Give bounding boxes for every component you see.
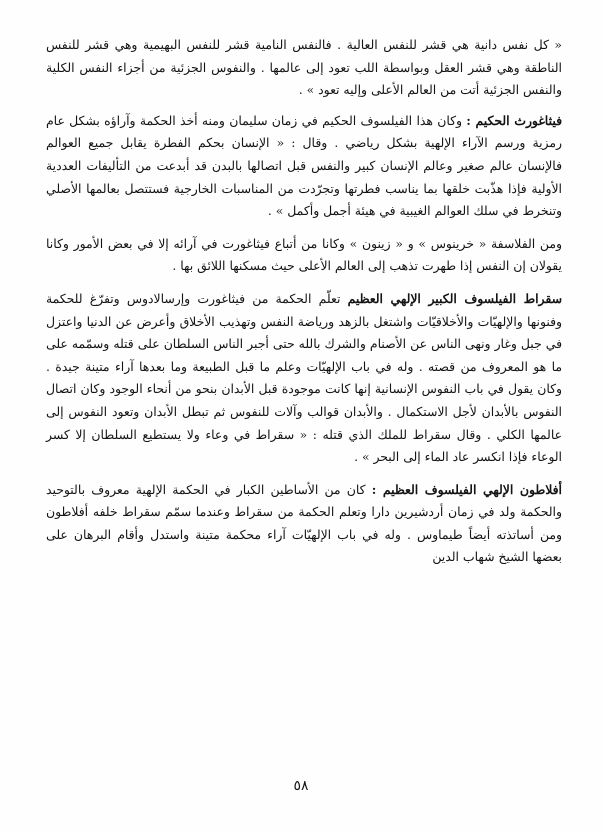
heading-pythagoras: فيثاغورث الحكيم : [466, 112, 562, 128]
paragraph-1-text: « كل نفس دانية هي قشر للنفس العالية . فالنفس النامية قشر للنفس البهيمية وهي قشر للنفس الناطقة وهي قشر العقل وبواسطة اللب تعود إلى عالمها . والنفوس الجزئية من أجزاء النفس الكلية والنفس الجزئية أتت من العالم الأعلى وإليه تعود » . [46, 37, 562, 98]
paragraph-pythagoras [46, 110, 562, 223]
heading-plato: أفلاطون الإلهي الفيلسوف العظيم : [371, 481, 562, 497]
paragraph-philosophers-text: ومن الفلاسفة « خرينوس » و « زينون » وكانا من أتباع فيثاغورت في آرائه إلا في بعض الأمور وكانا يقولان إن النفس إذا طهرت تذهب إلى العالم الأعلى حيث مسكنها اللائق بها . [46, 235, 562, 274]
paragraph-plato [46, 479, 562, 569]
paragraph-pythagoras-text: وكان هذا الفيلسوف الحكيم في زمان سليمان ومنه أخذ الحكمة وآراؤه بشكل عام رمزية ورسم الآراء الإلهية بشكل رياضي . وقال : « الإنسان بحكم الفطرة يقابل جميع العوالم فالإنسان عالم صغير وعالم الإنسان كبير والنفس قبل اتصالها بالبدن قد أبدعت من التأليفات العددية الأولية فإذا هذّبت خلقها بما يناسب فطرتها وتجرّدت من المناسبات الخارجية فستتصل بعالمها الأصلي وتنخرط في سلك العوالم الغيبية في هيئة أجمل وأكمل » . [46, 112, 562, 219]
paragraph-plato-text: كان من الأساطين الكبار في الحكمة الإلهية معروف بالتوحيد والحكمة ولد في زمان أردشيرين دارا وتعلم الحكمة من سقراط وعندما سمّم سقراط خلفه أفلاطون ومن أساتذته أيضاً طيماوس . وله في باب الإلهيّات آراء محكمة متينة واستدل وأقام البرهان على بعضها الشيخ شهاب الدين [46, 481, 562, 565]
heading-socrates: سقراط الفيلسوف الكبير الإلهي العظيم [347, 290, 563, 306]
paragraph-socrates [46, 288, 562, 469]
page-body [46, 34, 562, 579]
page-number: ٥٨ [293, 778, 309, 794]
paragraph-1 [46, 34, 562, 102]
paragraph-socrates-text: تعلّم الحكمة من فيثاغورت وإرسالادوس وتفرّغ للحكمة وفنونها والإلهيّات والأخلاقيّات واشتغل بالزهد ورياضة النفس وتهذيب الأخلاق وأعرض عن الدنيا واعتزل في جبل وغار ونهى الناس عن الأصنام والشرك بالله حتى أجبر الناس السلطان على قتله وسمّمه على ما هو المعروف من قصته . وله في باب الإلهيّات وعلم ما قبل الطبيعة وما بعدها آراء متينة جيدة . وكان يقول في باب النفوس الإنسانية إنها كانت موجودة قبل الأبدان بنحو من أنحاء الوجود وكان اتصال النفوس بالأبدان لأجل الاستكمال . والأبدان قوالب وآلات للنفوس ثم تبطل الأبدان وتعود النفوس إلى عالمها الكلي . وقال سقراط للملك الذي قتله : « سقراط في وعاء ولا يستطيع السلطان إلا كسر الوعاء فإذا انكسر عاد الماء إلى البحر » . [46, 290, 562, 465]
paragraph-philosophers [46, 233, 562, 278]
